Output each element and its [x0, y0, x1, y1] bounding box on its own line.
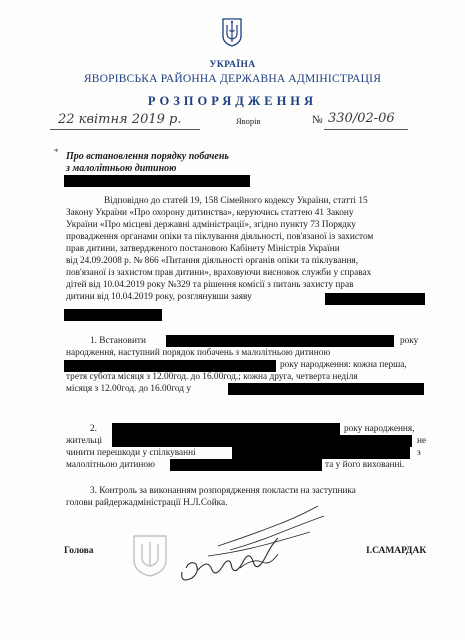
redacted-name [228, 383, 424, 395]
preamble-line: провадження органами опіки та піклування діяльності, пов'язаної із захистом [66, 232, 374, 242]
item-1-line: року [400, 336, 419, 346]
item-3-line: 3. Контроль за виконанням розпорядження покласти на заступника [90, 486, 356, 496]
item-2-line: жительці [66, 436, 103, 446]
preamble-line: прав дитини, затвердженого постановою Кабінету Міністрів України [66, 244, 340, 254]
item-1-line: року народження: кожна перша, [280, 360, 407, 370]
preamble-line: Відповідно до статей 19, 158 Сімейного кодексу України, статті 15 [104, 196, 368, 206]
item-1-line: 1. Встановити [90, 336, 146, 346]
signatory-name: І.САМАРДАК [366, 546, 427, 556]
redacted-name [166, 335, 394, 347]
document-type: РОЗПОРЯДЖЕННЯ [147, 94, 318, 108]
item-1-line: місяця з 12.00год. до 16.00год у [66, 384, 191, 394]
item-2-line: з [417, 448, 421, 458]
redacted-name [64, 360, 276, 372]
document-number: 330/02-06 [328, 111, 395, 126]
preamble-line: пов'язаної із захистом прав дитини», враховуючи висновок служби у справах [66, 268, 372, 278]
redacted-name [64, 309, 162, 321]
redacted-name [112, 423, 340, 435]
signatory-position: Голова [64, 546, 94, 556]
number-sign: № [312, 114, 323, 126]
preamble-line: України «Про місцеві державні адміністрації», згідно пункту 73 Порядку [66, 220, 356, 230]
date-underline [50, 129, 200, 130]
number-underline [324, 129, 408, 130]
item-2-line: чинити перешкоди у спілкуванні [66, 448, 196, 458]
preamble-line: від 24.09.2008 р. № 866 «Питання діяльності органів опіки та піклування, [66, 256, 359, 266]
item-2-line: не [417, 436, 427, 446]
subject-line-2: з малолітньою дитиною [66, 163, 177, 174]
handwritten-signature-icon [178, 498, 328, 588]
redacted-name [325, 293, 425, 305]
item-2-line: та у його вихованні. [325, 460, 405, 470]
item-2-line: малолітньою дитиною [66, 460, 155, 470]
margin-mark: * [54, 147, 59, 157]
redacted-name [232, 447, 410, 459]
subject-line-1: Про встановлення порядку побачень [66, 151, 229, 162]
item-2-line: 2. [90, 424, 97, 434]
administration-name: ЯВОРІВСЬКА РАЙОННА ДЕРЖАВНА АДМІНІСТРАЦІЯ [83, 73, 382, 85]
item-1-line: народження, наступний порядок побачень з малолітньою дитиною [66, 348, 331, 358]
official-seal-stamp-icon [130, 532, 170, 578]
preamble-line: Закону України «Про охорону дитинства», керуючись статтею 41 Закону [66, 208, 354, 218]
trident-coat-of-arms-icon [221, 17, 243, 47]
document-place: Яворів [236, 116, 261, 126]
item-2-line: року народження, [344, 424, 415, 434]
country-name: УКРАЇНА [209, 60, 256, 70]
preamble-line: дитини від 10.04.2019 року, розглянувши заяву [66, 292, 252, 302]
redacted-name [112, 435, 412, 447]
redacted-name [64, 175, 250, 187]
redacted-name [170, 459, 322, 471]
preamble-line: дітей від 10.04.2019 року №329 та рішення комісії з питань захисту прав [66, 280, 354, 290]
item-3-line: голови райдержадміністрації Н.Л.Сойка. [66, 498, 228, 508]
item-1-line: третя субота місяця з 12.00год. до 16.00год.; кожна друга, четверта неділя [66, 372, 358, 382]
document-date: 22 квітня 2019 р. [58, 112, 182, 127]
